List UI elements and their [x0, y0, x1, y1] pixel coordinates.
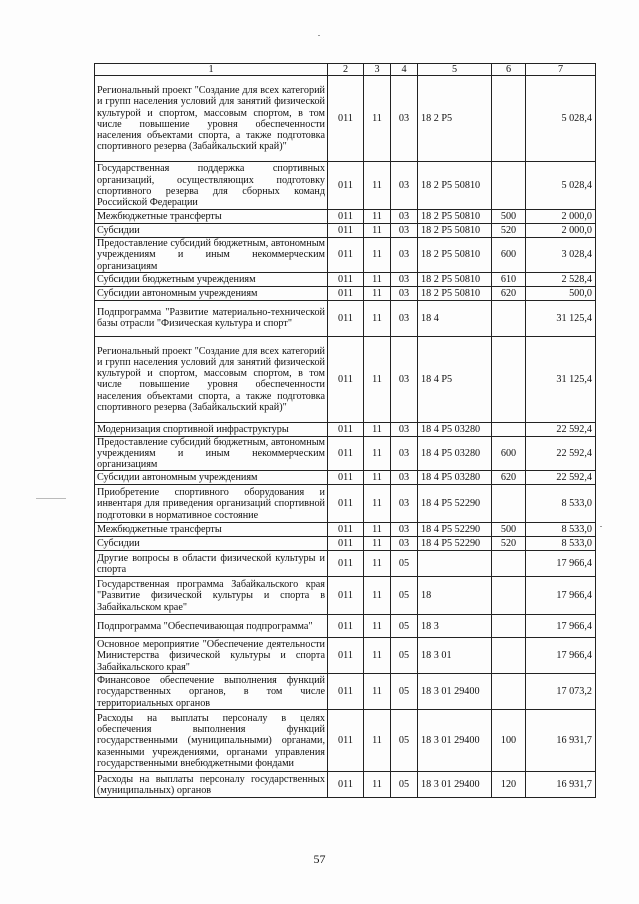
- subsection-code: 03: [391, 523, 418, 537]
- expense-type-code: [492, 485, 526, 523]
- section-code: 11: [364, 638, 391, 674]
- column-header: 6: [492, 64, 526, 76]
- expense-type-code: [492, 300, 526, 336]
- section-code: 11: [364, 422, 391, 436]
- column-header: 4: [391, 64, 418, 76]
- target-code: 18 2 P5 50810: [418, 210, 492, 224]
- expense-type-code: 500: [492, 210, 526, 224]
- expense-type-code: [492, 551, 526, 577]
- target-code: 18 4 P5 03280: [418, 422, 492, 436]
- expense-type-code: 500: [492, 523, 526, 537]
- page-number: 57: [313, 852, 326, 866]
- scan-speck: [600, 526, 602, 527]
- table-row: [95, 615, 596, 638]
- expense-type-code: [492, 162, 526, 210]
- column-header: 7: [526, 64, 596, 76]
- target-code: 18 3 01 29400: [418, 772, 492, 798]
- row-name: Приобретение спортивного оборудования и инвентаря для приведения организаций спортивной подготовки в нормативное состояние: [95, 485, 328, 523]
- subsection-code: 05: [391, 674, 418, 710]
- subsection-code: 05: [391, 772, 418, 798]
- table-row: [95, 577, 596, 615]
- row-name: Подпрограмма "Развитие материально-технической базы отрасли "Физическая культура и спорт": [95, 300, 328, 336]
- target-code: 18 3 01: [418, 638, 492, 674]
- amount: 500,0: [526, 286, 596, 300]
- table-row: [95, 551, 596, 577]
- table-row: [95, 674, 596, 710]
- row-name: Государственная поддержка спортивных организаций, осуществляющих подготовку спортивного резерва для сборных команд Российской Федерации: [95, 162, 328, 210]
- column-header: 3: [364, 64, 391, 76]
- ministry-code: 011: [328, 436, 364, 471]
- row-name: Подпрограмма "Обеспечивающая подпрограмма": [95, 615, 328, 638]
- amount: 17 966,4: [526, 577, 596, 615]
- subsection-code: 03: [391, 485, 418, 523]
- row-name: Межбюджетные трансферты: [95, 210, 328, 224]
- section-code: 11: [364, 710, 391, 772]
- target-code: 18 4 P5 03280: [418, 471, 492, 485]
- target-code: 18 4 P5 03280: [418, 436, 492, 471]
- amount: 8 533,0: [526, 537, 596, 551]
- subsection-code: 03: [391, 336, 418, 422]
- column-header: 5: [418, 64, 492, 76]
- amount: 31 125,4: [526, 300, 596, 336]
- row-name: Субсидии автономным учреждениям: [95, 471, 328, 485]
- ministry-code: 011: [328, 162, 364, 210]
- row-name: Государственная программа Забайкальского края "Развитие физической культуры и спорта в Забайкальском крае": [95, 577, 328, 615]
- section-code: 11: [364, 471, 391, 485]
- section-code: 11: [364, 772, 391, 798]
- row-name: Финансовое обеспечение выполнения функций государственных органов, в том числе территориальных органов: [95, 674, 328, 710]
- ministry-code: 011: [328, 674, 364, 710]
- row-name: Субсидии: [95, 537, 328, 551]
- expense-type-code: [492, 638, 526, 674]
- expense-type-code: 620: [492, 286, 526, 300]
- ministry-code: 011: [328, 224, 364, 238]
- ministry-code: 011: [328, 238, 364, 273]
- section-code: 11: [364, 224, 391, 238]
- subsection-code: 03: [391, 422, 418, 436]
- table-row: [95, 772, 596, 798]
- row-name: Субсидии: [95, 224, 328, 238]
- amount: 17 073,2: [526, 674, 596, 710]
- expense-type-code: 610: [492, 272, 526, 286]
- row-name: Предоставление субсидий бюджетным, автономным учреждениям и иным некоммерческим организациям: [95, 238, 328, 273]
- section-code: 11: [364, 577, 391, 615]
- target-code: 18 4: [418, 300, 492, 336]
- expense-type-code: [492, 674, 526, 710]
- row-name: Основное мероприятие "Обеспечение деятельности Министерства физической культуры и спорта Забайкальского края": [95, 638, 328, 674]
- ministry-code: 011: [328, 772, 364, 798]
- expense-type-code: 600: [492, 436, 526, 471]
- ministry-code: 011: [328, 286, 364, 300]
- budget-table: [94, 63, 596, 798]
- expense-type-code: [492, 422, 526, 436]
- table-row: [95, 537, 596, 551]
- ministry-code: 011: [328, 551, 364, 577]
- amount: 22 592,4: [526, 471, 596, 485]
- table-row: [95, 710, 596, 772]
- subsection-code: 05: [391, 577, 418, 615]
- section-code: 11: [364, 210, 391, 224]
- scan-speck: [36, 498, 66, 499]
- amount: 2 000,0: [526, 210, 596, 224]
- subsection-code: 03: [391, 471, 418, 485]
- amount: 8 533,0: [526, 523, 596, 537]
- row-name: Субсидии бюджетным учреждениям: [95, 272, 328, 286]
- expense-type-code: 120: [492, 772, 526, 798]
- ministry-code: 011: [328, 615, 364, 638]
- target-code: [418, 551, 492, 577]
- subsection-code: 03: [391, 210, 418, 224]
- expense-type-code: 100: [492, 710, 526, 772]
- ministry-code: 011: [328, 485, 364, 523]
- expense-type-code: 600: [492, 238, 526, 273]
- ministry-code: 011: [328, 422, 364, 436]
- expense-type-code: [492, 76, 526, 162]
- target-code: 18 4 P5 52290: [418, 485, 492, 523]
- table-row: [95, 436, 596, 471]
- section-code: 11: [364, 336, 391, 422]
- subsection-code: 03: [391, 238, 418, 273]
- section-code: 11: [364, 76, 391, 162]
- amount: 8 533,0: [526, 485, 596, 523]
- row-name: Предоставление субсидий бюджетным, автономным учреждениям и иным некоммерческим организациям: [95, 436, 328, 471]
- subsection-code: 05: [391, 615, 418, 638]
- target-code: 18 2 P5 50810: [418, 272, 492, 286]
- table-row: [95, 272, 596, 286]
- section-code: 11: [364, 551, 391, 577]
- row-name: Межбюджетные трансферты: [95, 523, 328, 537]
- section-code: 11: [364, 272, 391, 286]
- ministry-code: 011: [328, 577, 364, 615]
- scan-speck: [318, 35, 320, 36]
- target-code: 18 4 P5 52290: [418, 537, 492, 551]
- table-row: [95, 76, 596, 162]
- target-code: 18 2 P5 50810: [418, 238, 492, 273]
- ministry-code: 011: [328, 210, 364, 224]
- table-row: [95, 224, 596, 238]
- section-code: 11: [364, 436, 391, 471]
- section-code: 11: [364, 238, 391, 273]
- table-row: [95, 238, 596, 273]
- row-name: Региональный проект "Создание для всех категорий и групп населения условий для занятий физической культурой и спортом, массовым спортом, в том числе повышение уровня обеспеченности населения объектами спорта, а также подготовка спортивного резерва (Забайкальский край)": [95, 336, 328, 422]
- row-name: Региональный проект "Создание для всех категорий и групп населения условий для занятий физической культурой и спортом, массовым спортом, в том числе повышение уровня обеспеченности населения объектами спорта, а также подготовка спортивного резерва (Забайкальский край)": [95, 76, 328, 162]
- ministry-code: 011: [328, 336, 364, 422]
- amount: 17 966,4: [526, 615, 596, 638]
- ministry-code: 011: [328, 272, 364, 286]
- section-code: 11: [364, 615, 391, 638]
- amount: 2 528,4: [526, 272, 596, 286]
- amount: 31 125,4: [526, 336, 596, 422]
- table-row: [95, 300, 596, 336]
- row-name: Модернизация спортивной инфраструктуры: [95, 422, 328, 436]
- table-row: [95, 471, 596, 485]
- subsection-code: 03: [391, 436, 418, 471]
- amount: 22 592,4: [526, 436, 596, 471]
- subsection-code: 05: [391, 710, 418, 772]
- target-code: 18 4 P5 52290: [418, 523, 492, 537]
- amount: 5 028,4: [526, 162, 596, 210]
- table-header-row: [95, 64, 596, 76]
- target-code: 18 3: [418, 615, 492, 638]
- target-code: 18 4 P5: [418, 336, 492, 422]
- target-code: 18 3 01 29400: [418, 674, 492, 710]
- expense-type-code: [492, 615, 526, 638]
- subsection-code: 03: [391, 162, 418, 210]
- row-name: Другие вопросы в области физической культуры и спорта: [95, 551, 328, 577]
- amount: 17 966,4: [526, 638, 596, 674]
- table-row: [95, 210, 596, 224]
- section-code: 11: [364, 674, 391, 710]
- table-row: [95, 286, 596, 300]
- amount: 17 966,4: [526, 551, 596, 577]
- target-code: 18 2 P5 50810: [418, 286, 492, 300]
- ministry-code: 011: [328, 523, 364, 537]
- target-code: 18 2 P5 50810: [418, 224, 492, 238]
- target-code: 18 2 P5 50810: [418, 162, 492, 210]
- section-code: 11: [364, 523, 391, 537]
- row-name: Расходы на выплаты персоналу государственных (муниципальных) органов: [95, 772, 328, 798]
- section-code: 11: [364, 485, 391, 523]
- table-row: [95, 422, 596, 436]
- target-code: 18 2 P5: [418, 76, 492, 162]
- expense-type-code: [492, 336, 526, 422]
- subsection-code: 03: [391, 224, 418, 238]
- ministry-code: 011: [328, 76, 364, 162]
- row-name: Субсидии автономным учреждениям: [95, 286, 328, 300]
- subsection-code: 05: [391, 638, 418, 674]
- amount: 16 931,7: [526, 710, 596, 772]
- subsection-code: 03: [391, 300, 418, 336]
- table-row: [95, 638, 596, 674]
- ministry-code: 011: [328, 638, 364, 674]
- column-header: 2: [328, 64, 364, 76]
- subsection-code: 03: [391, 286, 418, 300]
- amount: 2 000,0: [526, 224, 596, 238]
- section-code: 11: [364, 300, 391, 336]
- section-code: 11: [364, 537, 391, 551]
- ministry-code: 011: [328, 471, 364, 485]
- ministry-code: 011: [328, 537, 364, 551]
- amount: 16 931,7: [526, 772, 596, 798]
- target-code: 18 3 01 29400: [418, 710, 492, 772]
- subsection-code: 03: [391, 272, 418, 286]
- ministry-code: 011: [328, 300, 364, 336]
- table-row: [95, 336, 596, 422]
- row-name: Расходы на выплаты персоналу в целях обеспечения выполнения функций государственными (муниципальными) органами, казенными учреждениями, органами управления государственными внебюджетными фондами: [95, 710, 328, 772]
- table-row: [95, 485, 596, 523]
- expense-type-code: 520: [492, 537, 526, 551]
- table-row: [95, 162, 596, 210]
- expense-type-code: 520: [492, 224, 526, 238]
- table-row: [95, 523, 596, 537]
- section-code: 11: [364, 286, 391, 300]
- subsection-code: 05: [391, 551, 418, 577]
- amount: 5 028,4: [526, 76, 596, 162]
- amount: 3 028,4: [526, 238, 596, 273]
- column-header: 1: [95, 64, 328, 76]
- target-code: 18: [418, 577, 492, 615]
- subsection-code: 03: [391, 76, 418, 162]
- amount: 22 592,4: [526, 422, 596, 436]
- section-code: 11: [364, 162, 391, 210]
- expense-type-code: 620: [492, 471, 526, 485]
- expense-type-code: [492, 577, 526, 615]
- subsection-code: 03: [391, 537, 418, 551]
- ministry-code: 011: [328, 710, 364, 772]
